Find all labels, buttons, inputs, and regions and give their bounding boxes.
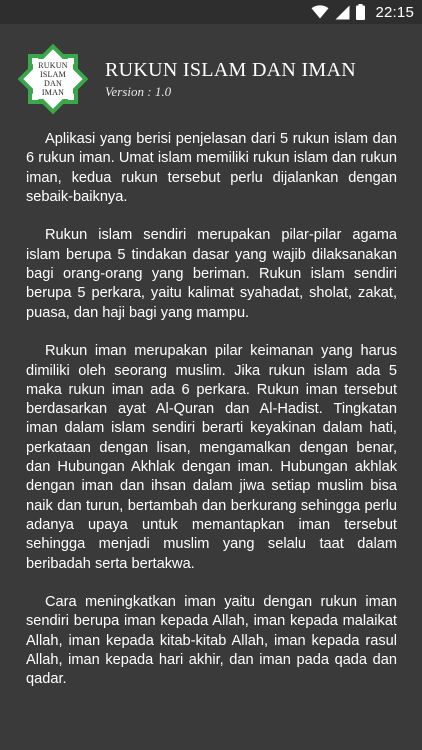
logo-word: IMAN	[41, 88, 65, 98]
logo-word: ISLAM	[40, 69, 66, 79]
battery-icon	[356, 4, 365, 20]
paragraph-rukun-islam: Rukun islam sendiri merupakan pilar-pilar agama islam berupa 5 tindakan dasar yang wajib dilaksanakan bagi orang-orang yang beriman. Rukun islam sendiri berupa 5 perkara, yaitu kalimat syahadat, sholat, zakat, puasa, dan haji bagi yang mampu.	[26, 227, 397, 321]
app-logo	[18, 44, 88, 114]
signal-icon	[335, 5, 350, 20]
app-header	[0, 24, 422, 130]
logo-word: RUKUN	[38, 60, 68, 70]
wifi-icon	[311, 5, 329, 19]
status-bar	[0, 0, 422, 24]
paragraph-meningkatkan-iman: Cara meningkatkan iman yaitu dengan rukun iman sendiri berupa iman kepada Allah, iman kepada malaikat Allah, iman kepada kitab-kitab Allah, iman kepada rasul Allah, iman kepada hari akhir, dan iman pada qada dan qadar.	[26, 594, 397, 688]
paragraph-intro: Aplikasi yang berisi penjelasan dari 5 rukun islam dan 6 rukun iman. Umat islam memiliki rukun islam dan rukun iman, kedua rukun tersebut perlu dijalankan dengan sebaik-baiknya.	[26, 131, 397, 205]
status-time: 22:15	[375, 3, 414, 21]
status-icons	[311, 0, 414, 24]
logo-text	[18, 44, 88, 114]
app-version: Version : 1.0	[105, 84, 172, 99]
app-title: RUKUN ISLAM DAN IMAN	[105, 59, 356, 81]
paragraph-rukun-iman: Rukun iman merupakan pilar keimanan yang harus dimiliki oleh seorang muslim. Jika rukun islam ada 5 maka rukun iman ada 6 perkara. Rukun iman tersebut berdasarkan ayat Al-Quran dan Al-Hadist. Tingkatan iman dalam islam sendiri berarti keyakinan dalam hati, perkataan dengan lisan, mengamalkan dengan benar, dan Hubungan Akhlak dengan iman. Hubungan akhlak dengan iman dan ihsan dalam jiwa setiap muslim bisa naik dan turun, bertambah dan berkurang sehingga perlu adanya upaya untuk memantapkan iman tersebut sehingga menjadi muslim yang selalu taat dalam beribadah serta bertakwa.	[26, 343, 397, 572]
description-content	[26, 130, 397, 709]
header-titles	[105, 58, 356, 101]
logo-word: DAN	[44, 79, 62, 88]
